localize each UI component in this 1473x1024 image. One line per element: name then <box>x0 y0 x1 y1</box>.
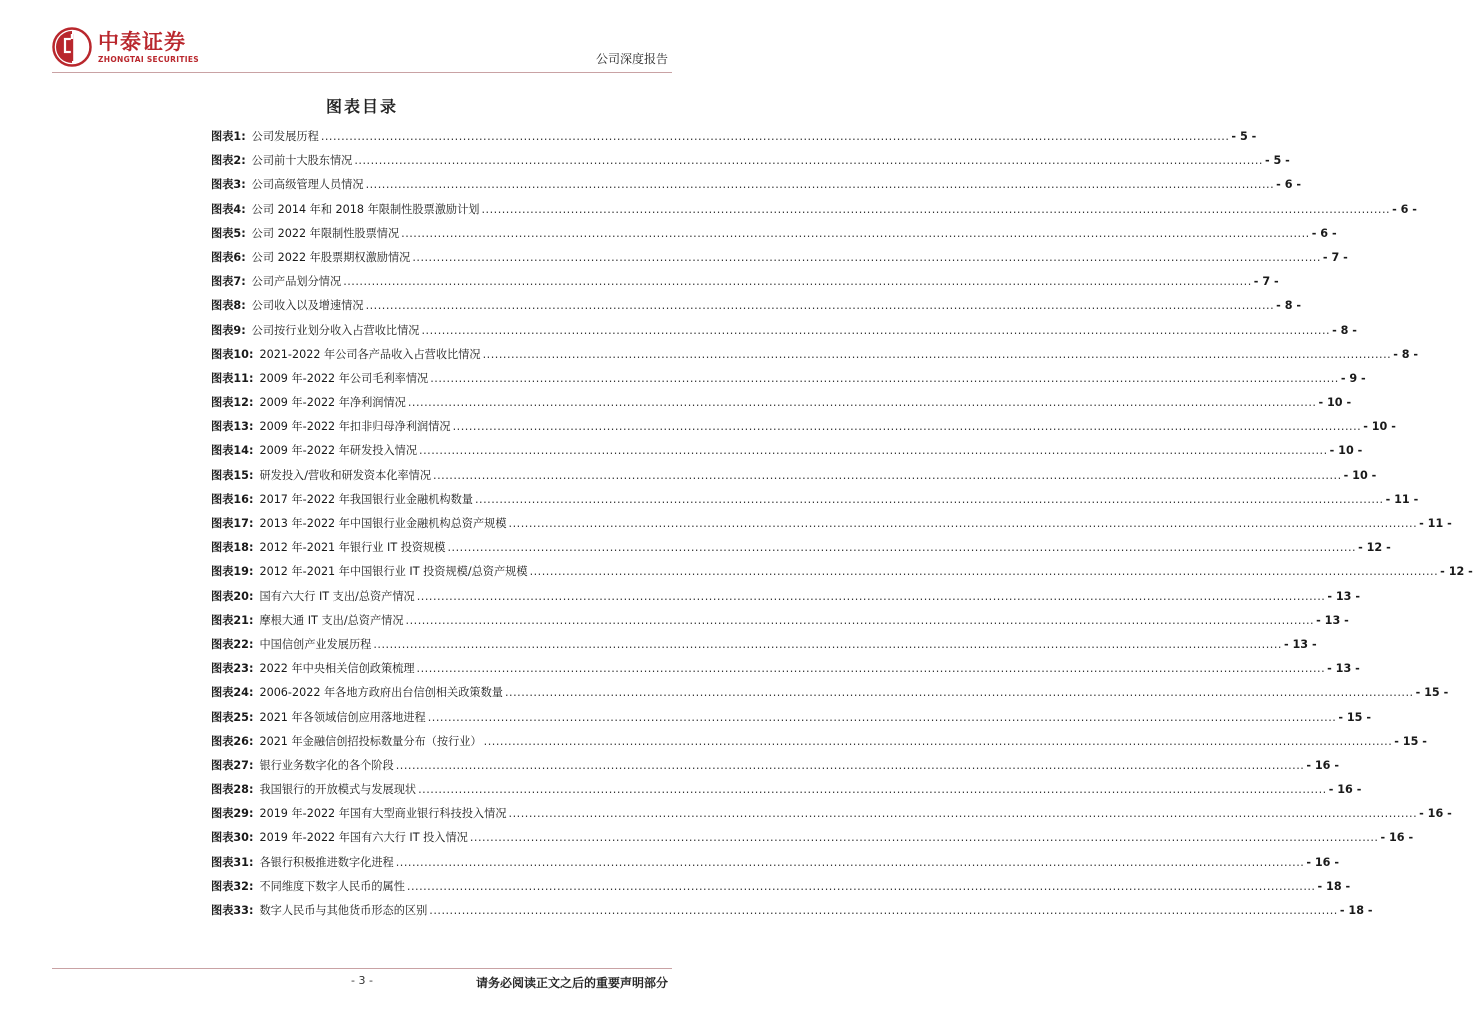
toc-entry-label: 图表 <box>211 396 234 410</box>
toc-entry-title: 2022 年中央相关信创政策梳理 <box>259 662 415 676</box>
toc-entry-title: 公司 2014 年和 2018 年限制性股票激励计划 <box>251 202 480 216</box>
toc-entry[interactable] <box>211 515 1452 539</box>
toc-dot-leader <box>396 856 1305 869</box>
toc-dot-leader <box>417 662 1326 675</box>
header-divider <box>52 72 672 73</box>
report-type-label: 公司深度报告 <box>595 52 668 66</box>
toc-entry-number: 5 <box>233 226 242 240</box>
toc-entry-title: 2009 年-2022 年扣非归母净利润情况 <box>259 420 451 434</box>
toc-entry-number: 2 <box>233 154 242 168</box>
toc-entry-colon: : <box>248 565 254 579</box>
toc-dot-leader <box>475 493 1384 506</box>
toc-entry-page: - 13 - <box>1327 589 1360 603</box>
toc-entry-label: 图表 <box>211 831 234 845</box>
toc-entry[interactable] <box>211 225 1337 249</box>
toc-entry-label: 图表 <box>211 226 234 240</box>
toc-entry[interactable] <box>211 539 1391 563</box>
toc-dot-leader <box>321 130 1230 143</box>
toc-entry-colon: : <box>241 299 246 313</box>
toc-entry-title: 数字人民币与其他货币形态的区别 <box>259 904 428 917</box>
toc-dot-leader <box>484 735 1393 748</box>
toc-entry[interactable] <box>211 563 1473 587</box>
footer-divider <box>52 968 672 969</box>
toc-entry-page: - 15 - <box>1415 686 1449 700</box>
toc-entry-number: 23 <box>233 662 249 676</box>
toc-dot-leader <box>509 517 1418 530</box>
toc-entry[interactable] <box>211 467 1377 491</box>
page-number: - 3 - <box>351 974 373 987</box>
toc-entry-title: 公司前十大股东情况 <box>251 154 353 168</box>
toc-entry-number: 21 <box>233 613 249 627</box>
toc-entry-colon: : <box>248 855 254 869</box>
toc-title: 图表目录 <box>325 97 398 116</box>
toc-dot-leader <box>417 590 1326 603</box>
toc-entry-number: 26 <box>233 734 249 748</box>
toc-entry-title: 摩根大通 IT 支出/总资产情况 <box>259 613 404 627</box>
toc-entry-label: 图表 <box>211 565 234 579</box>
toc-entry-number: 1 <box>233 130 242 143</box>
toc-entry[interactable] <box>211 781 1362 805</box>
toc-entry-colon: : <box>248 783 254 797</box>
toc-entry-page: - 16 - <box>1328 783 1362 797</box>
toc-entry-page: - 10 - <box>1343 468 1377 482</box>
toc-entry-page: - 16 - <box>1419 807 1452 821</box>
disclaimer-note: 请务必阅读正文之后的重要声明部分 <box>475 976 668 990</box>
toc-entry-label: 图表 <box>211 154 234 168</box>
toc-entry-label: 图表 <box>211 371 234 385</box>
toc-entry-page: - 15 - <box>1394 734 1427 748</box>
toc-entry-number: 13 <box>233 420 249 434</box>
toc-entry-title: 中国信创产业发展历程 <box>259 637 372 651</box>
toc-entry-label: 图表 <box>211 130 234 143</box>
toc-entry-number: 24 <box>233 686 249 700</box>
toc-dot-leader <box>412 251 1321 264</box>
toc-entry-label: 图表 <box>211 807 234 821</box>
toc-entry-colon: : <box>248 468 254 482</box>
toc-entry[interactable] <box>211 128 1257 152</box>
toc-entry[interactable] <box>211 878 1351 902</box>
toc-entry[interactable] <box>211 491 1419 515</box>
toc-entry-title: 公司按行业划分收入占营收比情况 <box>251 323 420 337</box>
toc-entry[interactable] <box>211 370 1366 394</box>
toc-entry-label: 图表 <box>211 783 234 797</box>
toc-entry-title: 公司 2022 年股票期权激励情况 <box>251 250 411 264</box>
toc-entry-colon: : <box>248 420 254 434</box>
brand-name-en: ZHONGTAI SECURITIES <box>98 55 199 64</box>
toc-entry-page: - 12 - <box>1358 541 1391 555</box>
toc-entry-label: 图表 <box>211 734 234 748</box>
toc-dot-leader <box>396 759 1305 772</box>
toc-entry-label: 图表 <box>211 541 234 555</box>
toc-entry[interactable] <box>211 273 1279 297</box>
toc-entry[interactable] <box>211 805 1452 829</box>
toc-dot-leader <box>453 420 1362 433</box>
toc-dot-leader <box>505 686 1414 699</box>
toc-dot-leader <box>447 541 1356 554</box>
toc-dot-leader <box>530 565 1439 578</box>
toc-entry-page: - 11 - <box>1419 517 1452 530</box>
toc-entry-label: 图表 <box>211 904 234 917</box>
toc-entry-colon: : <box>241 275 246 289</box>
toc-entry[interactable] <box>211 322 1357 346</box>
toc-entry-label: 图表 <box>211 517 234 530</box>
toc-entry-colon: : <box>248 347 254 361</box>
toc-entry[interactable] <box>211 442 1363 466</box>
toc-dot-leader <box>483 348 1392 361</box>
toc-entry-title: 2012 年-2021 年中国银行业 IT 投资规模/总资产规模 <box>259 565 528 579</box>
toc-entry[interactable] <box>211 152 1290 176</box>
toc-entry-colon: : <box>241 154 246 168</box>
toc-entry[interactable] <box>211 636 1317 660</box>
toc-entry-page: - 18 - <box>1339 904 1373 917</box>
toc-entry-label: 图表 <box>211 178 234 192</box>
toc-entry-title: 2013 年-2022 年中国银行业金融机构总资产规模 <box>259 517 507 530</box>
toc-entry-title: 公司高级管理人员情况 <box>251 178 364 192</box>
toc-entry-title: 银行业务数字化的各个阶段 <box>259 758 394 772</box>
toc-entry-number: 31 <box>233 855 249 869</box>
toc-entry[interactable] <box>211 176 1302 200</box>
toc-entry-label: 图表 <box>211 758 234 772</box>
toc-entry-number: 8 <box>233 299 242 313</box>
toc-entry-label: 图表 <box>211 855 234 869</box>
toc-entry-label: 图表 <box>211 686 234 700</box>
company-logo <box>52 27 199 67</box>
toc-entry[interactable] <box>211 902 1373 926</box>
toc-entry[interactable] <box>211 297 1302 321</box>
toc-entry-label: 图表 <box>211 710 234 724</box>
toc-entry-page: - 10 - <box>1363 420 1396 434</box>
toc-dot-leader <box>373 638 1282 651</box>
toc-dot-leader <box>428 711 1337 724</box>
toc-entry-number: 22 <box>233 637 249 651</box>
toc-entry-colon: : <box>248 396 254 410</box>
toc-dot-leader <box>406 614 1315 627</box>
toc-entry-number: 20 <box>233 589 249 603</box>
toc-entry-page: - 18 - <box>1317 879 1351 893</box>
toc-entry-colon: : <box>248 807 254 821</box>
toc-dot-leader <box>354 154 1263 167</box>
toc-entry-page: - 13 - <box>1316 613 1349 627</box>
toc-dot-leader <box>407 880 1316 893</box>
toc-entry-label: 图表 <box>211 299 234 313</box>
toc-entry-page: - 12 - <box>1440 565 1473 579</box>
toc-entry-page: - 8 - <box>1276 299 1302 313</box>
toc-entry-label: 图表 <box>211 420 234 434</box>
figure-table-of-contents <box>211 128 1473 926</box>
toc-dot-leader <box>366 299 1275 312</box>
toc-entry-number: 30 <box>233 831 249 845</box>
toc-entry-number: 15 <box>233 468 249 482</box>
toc-entry-number: 33 <box>233 904 249 917</box>
toc-entry-page: - 8 - <box>1332 323 1357 337</box>
toc-entry-title: 研发投入/营收和研发资本化率情况 <box>259 468 432 482</box>
toc-entry-colon: : <box>248 589 254 603</box>
toc-entry[interactable] <box>211 709 1371 733</box>
toc-dot-leader <box>509 807 1418 820</box>
toc-entry-page: - 6 - <box>1311 226 1337 240</box>
toc-entry-number: 28 <box>233 783 249 797</box>
toc-entry-colon: : <box>241 226 246 240</box>
toc-entry-label: 图表 <box>211 879 234 893</box>
toc-entry-colon: : <box>248 613 254 627</box>
toc-entry-number: 14 <box>233 444 249 458</box>
toc-entry-title: 2019 年-2022 年国有六大行 IT 投入情况 <box>259 831 468 845</box>
toc-entry-colon: : <box>241 250 246 264</box>
toc-entry[interactable] <box>211 612 1349 636</box>
toc-entry-label: 图表 <box>211 637 234 651</box>
toc-entry-title: 2021 年各领域信创应用落地进程 <box>259 710 426 724</box>
toc-entry-title: 2019 年-2022 年国有大型商业银行科技投入情况 <box>259 807 507 821</box>
toc-entry-number: 10 <box>233 347 249 361</box>
toc-entry-page: - 13 - <box>1327 662 1360 676</box>
toc-entry[interactable] <box>211 249 1348 273</box>
toc-entry-number: 16 <box>233 492 249 506</box>
toc-entry-page: - 16 - <box>1380 831 1414 845</box>
toc-dot-leader <box>366 178 1275 191</box>
toc-entry-label: 图表 <box>211 468 234 482</box>
toc-entry-colon: : <box>248 517 254 530</box>
toc-entry-page: - 13 - <box>1283 637 1317 651</box>
toc-entry-label: 图表 <box>211 589 234 603</box>
toc-entry-colon: : <box>241 202 246 216</box>
toc-entry-title: 不同维度下数字人民币的属性 <box>259 879 405 893</box>
toc-entry-label: 图表 <box>211 323 234 337</box>
toc-entry-colon: : <box>248 662 254 676</box>
toc-entry-colon: : <box>248 831 254 845</box>
toc-entry-number: 7 <box>233 275 242 289</box>
toc-entry-number: 4 <box>233 202 242 216</box>
page-header <box>0 0 724 80</box>
toc-dot-leader <box>401 227 1310 240</box>
toc-entry-title: 2009 年-2022 年公司毛利率情况 <box>259 371 429 385</box>
toc-entry-number: 11 <box>233 371 249 385</box>
toc-entry-number: 3 <box>233 178 242 192</box>
toc-entry-page: - 11 - <box>1385 492 1419 506</box>
toc-entry[interactable] <box>211 346 1419 370</box>
toc-entry-page: - 6 - <box>1392 202 1417 216</box>
toc-entry-title: 公司发展历程 <box>251 130 319 143</box>
toc-entry-title: 2009 年-2022 年研发投入情况 <box>259 444 418 458</box>
toc-entry-page: - 10 - <box>1318 396 1352 410</box>
zhongtai-logo-icon <box>52 27 92 67</box>
toc-entry[interactable] <box>211 394 1352 418</box>
toc-entry-page: - 16 - <box>1306 855 1339 869</box>
toc-dot-leader <box>419 444 1328 457</box>
toc-entry[interactable] <box>211 418 1396 442</box>
toc-entry-label: 图表 <box>211 444 234 458</box>
toc-entry-label: 图表 <box>211 492 234 506</box>
toc-entry-number: 18 <box>233 541 249 555</box>
toc-entry-page: - 5 - <box>1231 130 1257 143</box>
toc-entry-label: 图表 <box>211 202 234 216</box>
toc-entry-title: 公司 2022 年限制性股票情况 <box>251 226 400 240</box>
toc-entry-label: 图表 <box>211 275 234 289</box>
toc-entry-title: 各银行积极推进数字化进程 <box>259 855 394 869</box>
toc-entry-number: 6 <box>233 250 242 264</box>
brand-name-cn: 中泰证券 <box>98 30 186 54</box>
toc-entry[interactable] <box>211 829 1414 853</box>
toc-entry[interactable] <box>211 854 1339 878</box>
toc-entry-title: 2021-2022 年公司各产品收入占营收比情况 <box>259 347 481 361</box>
toc-entry-title: 2017 年-2022 年我国银行业金融机构数量 <box>259 492 473 506</box>
toc-entry[interactable] <box>211 733 1427 757</box>
toc-entry-page: - 7 - <box>1253 275 1279 289</box>
toc-entry-colon: : <box>248 371 254 385</box>
toc-dot-leader <box>418 783 1327 796</box>
toc-entry-title: 2009 年-2022 年净利润情况 <box>259 396 406 410</box>
toc-entry-title: 我国银行的开放模式与发展现状 <box>259 783 417 797</box>
toc-entry-colon: : <box>248 541 254 555</box>
toc-dot-leader <box>433 469 1342 482</box>
toc-entry-page: - 6 - <box>1276 178 1302 192</box>
toc-entry-title: 2021 年金融信创招投标数量分布（按行业） <box>259 734 482 748</box>
toc-dot-leader <box>343 275 1252 288</box>
toc-entry-page: - 8 - <box>1393 347 1419 361</box>
toc-dot-leader <box>408 396 1317 409</box>
toc-entry-colon: : <box>248 904 254 917</box>
toc-entry-title: 公司产品划分情况 <box>251 275 342 289</box>
toc-entry[interactable] <box>211 201 1417 225</box>
toc-entry-number: 9 <box>233 323 242 337</box>
toc-entry-colon: : <box>241 130 246 143</box>
toc-entry-title: 2012 年-2021 年银行业 IT 投资规模 <box>259 541 446 555</box>
toc-dot-leader <box>422 324 1331 337</box>
toc-entry-colon: : <box>248 444 254 458</box>
toc-entry-colon: : <box>248 686 254 700</box>
toc-entry[interactable] <box>211 757 1339 781</box>
toc-entry-page: - 16 - <box>1306 758 1339 772</box>
toc-entry-label: 图表 <box>211 613 234 627</box>
toc-entry[interactable] <box>211 660 1360 684</box>
toc-entry-label: 图表 <box>211 662 234 676</box>
toc-entry-colon: : <box>241 178 246 192</box>
toc-entry-number: 32 <box>233 879 249 893</box>
toc-entry-number: 29 <box>233 807 249 821</box>
toc-entry-colon: : <box>248 734 254 748</box>
toc-entry-number: 19 <box>233 565 249 579</box>
toc-entry-colon: : <box>248 710 254 724</box>
toc-entry-number: 17 <box>233 517 249 530</box>
toc-entry-number: 25 <box>233 710 249 724</box>
toc-entry-colon: : <box>241 323 246 337</box>
toc-entry-title: 国有六大行 IT 支出/总资产情况 <box>259 589 415 603</box>
toc-entry-title: 2006-2022 年各地方政府出台信创相关政策数量 <box>259 686 503 700</box>
toc-entry-number: 12 <box>233 396 249 410</box>
toc-dot-leader <box>481 203 1390 216</box>
toc-entry-colon: : <box>248 879 254 893</box>
toc-entry-page: - 5 - <box>1264 154 1290 168</box>
toc-entry-page: - 7 - <box>1322 250 1348 264</box>
toc-entry-colon: : <box>248 492 254 506</box>
toc-entry-page: - 15 - <box>1338 710 1371 724</box>
toc-dot-leader <box>429 904 1338 917</box>
toc-dot-leader <box>470 831 1379 844</box>
toc-entry-number: 27 <box>233 758 249 772</box>
toc-entry-page: - 10 - <box>1329 444 1363 458</box>
toc-dot-leader <box>430 372 1339 385</box>
toc-entry-colon: : <box>248 758 254 772</box>
toc-entry-title: 公司收入以及增速情况 <box>251 299 364 313</box>
toc-entry-label: 图表 <box>211 347 234 361</box>
toc-entry-page: - 9 - <box>1340 371 1366 385</box>
toc-entry-colon: : <box>248 637 254 651</box>
toc-entry[interactable] <box>211 588 1360 612</box>
toc-entry-label: 图表 <box>211 250 234 264</box>
toc-entry[interactable] <box>211 684 1449 708</box>
